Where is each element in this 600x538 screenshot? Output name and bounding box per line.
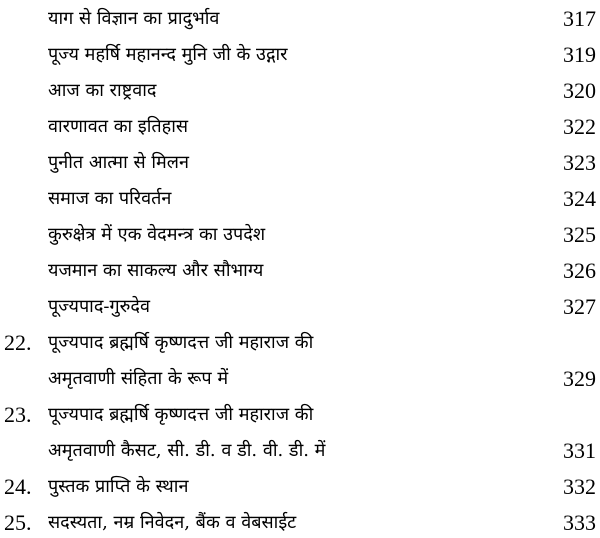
toc-entry-title: कुरुक्षेत्र में एक वेदमन्त्र का उपदेश <box>48 224 266 245</box>
toc-entry-title: सदस्यता, नम्र निवेदन, बैंक व वेबसाईट <box>48 512 297 533</box>
toc-entry-page: 331 <box>563 438 596 463</box>
toc-entry-number: 24. <box>4 474 32 499</box>
toc-entry <box>0 220 600 258</box>
toc-entry-number: 25. <box>4 510 32 535</box>
toc-entry-title: वारणावत का इतिहास <box>48 116 189 137</box>
toc-entry-title: याग से विज्ञान का प्रादुर्भाव <box>48 8 220 29</box>
toc-entry-page: 322 <box>563 114 596 139</box>
toc-entry <box>0 508 600 538</box>
toc-entry-title-continued: अमृतवाणी संहिता के रूप में <box>48 368 229 389</box>
toc-entry-title: पूज्यपाद ब्रह्मर्षि कृष्णदत्त जी महाराज की <box>48 332 314 353</box>
toc-entry-page: 325 <box>563 222 596 247</box>
toc-entry-number: 22. <box>4 330 32 355</box>
toc-entry <box>0 400 600 472</box>
toc-entry-page: 329 <box>563 366 596 391</box>
toc-entry-page: 317 <box>563 6 596 31</box>
toc-entry-page: 333 <box>563 510 596 535</box>
toc-entry <box>0 292 600 330</box>
toc-entry-title: पूज्यपाद ब्रह्मर्षि कृष्णदत्त जी महाराज की <box>48 404 314 425</box>
toc-entry-title: समाज का परिवर्तन <box>48 188 172 209</box>
toc-entry-page: 327 <box>563 294 596 319</box>
toc-entry-page: 324 <box>563 186 596 211</box>
toc-entry <box>0 256 600 294</box>
toc-entry <box>0 148 600 186</box>
toc-entry-number: 23. <box>4 402 32 427</box>
toc-entry-page: 323 <box>563 150 596 175</box>
toc-entry-page: 326 <box>563 258 596 283</box>
toc-entry <box>0 40 600 78</box>
toc-entry <box>0 76 600 114</box>
toc-entry-page: 332 <box>563 474 596 499</box>
toc-entry <box>0 328 600 400</box>
toc-entry-title: पूज्यपाद-गुरुदेव <box>48 296 150 317</box>
toc-entry-page: 320 <box>563 78 596 103</box>
toc-entry <box>0 472 600 510</box>
toc-entry-title-continued: अमृतवाणी कैसट, सी. डी. व डी. वी. डी. में <box>48 440 326 461</box>
toc-entry-title: यजमान का साकल्य और सौभाग्य <box>48 260 264 281</box>
toc-entry-title: आज का राष्ट्रवाद <box>48 80 157 101</box>
toc-entry-page: 319 <box>563 42 596 67</box>
toc-entry-title: पुनीत आत्मा से मिलन <box>48 152 189 173</box>
toc-entry <box>0 184 600 222</box>
toc-entry-title: पुस्तक प्राप्ति के स्थान <box>48 476 189 497</box>
toc-entry <box>0 112 600 150</box>
toc-entry-title: पूज्य महर्षि महानन्द मुनि जी के उद्गार <box>48 44 288 65</box>
toc-entry <box>0 4 600 42</box>
